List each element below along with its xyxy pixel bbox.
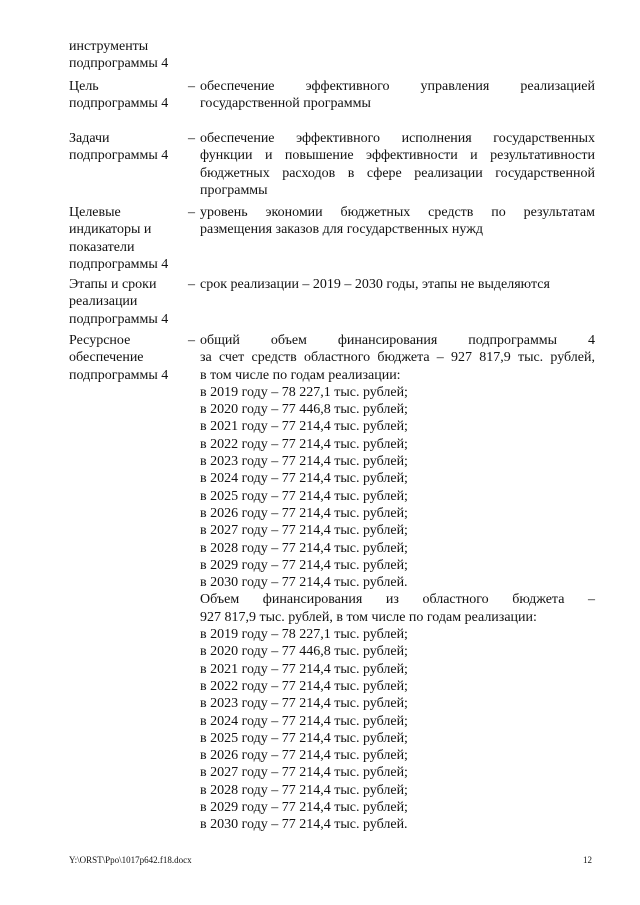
row-dash: –	[188, 79, 195, 94]
year-line: в 2025 году – 77 214,4 тыс. рублей;	[200, 488, 408, 504]
content-line: функции и повышение эффективности и результативности	[200, 148, 595, 164]
label-line: подпрограммы 4	[69, 148, 169, 164]
year-line: в 2029 году – 77 214,4 тыс. рублей;	[200, 557, 408, 573]
row-dash: –	[188, 205, 195, 220]
content-line: уровень экономии бюджетных средств по результатам	[200, 205, 595, 220]
footer-file-path: Y:\ORST\Ppo\1017p642.f18.docx	[69, 855, 192, 865]
label-line: инструменты	[69, 39, 149, 54]
label-line: индикаторы и	[69, 222, 152, 238]
label-line: подпрограммы 4	[69, 367, 169, 383]
content-line: общий объем финансирования подпрограммы 4	[200, 333, 595, 348]
content-line: 927 817,9 тыс. рублей, в том числе по годам реализации:	[200, 609, 537, 625]
year-line: в 2022 году – 77 214,4 тыс. рублей;	[200, 436, 408, 452]
year-line: в 2030 году – 77 214,4 тыс. рублей.	[200, 575, 408, 591]
row-content	[200, 276, 595, 293]
label-line: реализации	[69, 294, 138, 310]
row-dash: –	[188, 333, 195, 348]
year-line: в 2020 году – 77 446,8 тыс. рублей;	[200, 644, 408, 660]
page-number: 12	[583, 855, 592, 865]
content-line: программы	[200, 182, 268, 198]
year-line: в 2024 году – 77 214,4 тыс. рублей;	[200, 713, 408, 729]
content-line: размещения заказов для государственных нужд	[200, 222, 483, 238]
row-label	[69, 204, 187, 273]
year-line: в 2023 году – 77 214,4 тыс. рублей;	[200, 454, 408, 470]
content-line: Объем финансирования из областного бюджета –	[200, 592, 595, 608]
label-line: обеспечение	[69, 350, 144, 366]
label-line: Цель	[69, 79, 99, 94]
row-content	[200, 78, 595, 113]
label-line: подпрограммы 4	[69, 96, 169, 112]
year-line: в 2019 году – 78 227,1 тыс. рублей;	[200, 627, 408, 643]
row-label	[69, 78, 187, 113]
year-line: в 2020 году – 77 446,8 тыс. рублей;	[200, 402, 408, 418]
year-line: в 2023 году – 77 214,4 тыс. рублей;	[200, 696, 408, 712]
year-line: в 2021 году – 77 214,4 тыс. рублей;	[200, 419, 408, 435]
label-line: Ресурсное	[69, 333, 131, 348]
year-line: в 2028 году – 77 214,4 тыс. рублей;	[200, 782, 408, 798]
content-line: государственной программы	[200, 96, 371, 112]
label-line: Этапы и сроки	[69, 277, 157, 292]
year-line: в 2026 году – 77 214,4 тыс. рублей;	[200, 505, 408, 521]
row-content	[200, 130, 595, 199]
year-line: в 2027 году – 77 214,4 тыс. рублей;	[200, 765, 408, 781]
year-line: в 2022 году – 77 214,4 тыс. рублей;	[200, 678, 408, 694]
year-line: в 2021 году – 77 214,4 тыс. рублей;	[200, 661, 408, 677]
content-line: за счет средств областного бюджета – 927 817,9 тыс. рублей,	[200, 350, 595, 366]
content-line: срок реализации – 2019 – 2030 годы, этапы не выделяются	[200, 277, 550, 292]
year-line: в 2019 году – 78 227,1 тыс. рублей;	[200, 384, 408, 400]
row-dash: –	[188, 131, 195, 146]
row-content	[200, 332, 595, 834]
row-content	[200, 204, 595, 239]
row-dash: –	[188, 277, 195, 292]
year-line: в 2030 году – 77 214,4 тыс. рублей.	[200, 817, 408, 833]
row-label	[69, 276, 187, 328]
content-line: в том числе по годам реализации:	[200, 367, 401, 383]
content-line: обеспечение эффективного исполнения государственных	[200, 131, 595, 146]
row-label	[69, 38, 187, 73]
row-label	[69, 130, 187, 165]
label-line: подпрограммы 4	[69, 311, 169, 327]
year-line: в 2029 году – 77 214,4 тыс. рублей;	[200, 800, 408, 816]
year-line: в 2028 году – 77 214,4 тыс. рублей;	[200, 540, 408, 556]
year-line: в 2027 году – 77 214,4 тыс. рублей;	[200, 523, 408, 539]
label-line: подпрограммы 4	[69, 256, 169, 272]
label-line: показатели	[69, 239, 135, 255]
content-line: бюджетных расходов в сфере реализации государственной	[200, 165, 595, 181]
year-line: в 2026 году – 77 214,4 тыс. рублей;	[200, 748, 408, 764]
content-line: обеспечение эффективного управления реализацией	[200, 79, 595, 94]
label-line: подпрограммы 4	[69, 56, 169, 72]
year-line: в 2024 году – 77 214,4 тыс. рублей;	[200, 471, 408, 487]
label-line: Задачи	[69, 131, 110, 146]
year-line: в 2025 году – 77 214,4 тыс. рублей;	[200, 730, 408, 746]
label-line: Целевые	[69, 205, 121, 220]
row-label	[69, 332, 187, 384]
